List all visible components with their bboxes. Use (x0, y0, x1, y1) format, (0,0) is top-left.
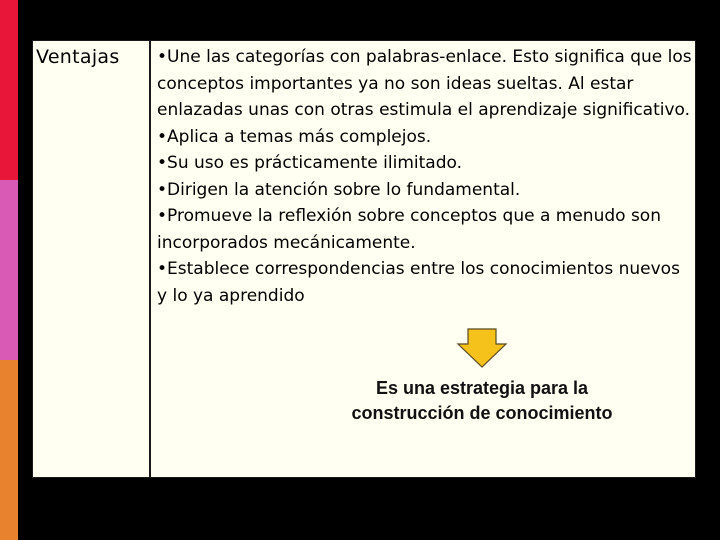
conclusion-line-1: Es una estrategia para la (375, 378, 589, 398)
down-arrow-icon (456, 328, 508, 368)
accent-bar-red (0, 0, 18, 180)
accent-bar-pink (0, 180, 18, 360)
conclusion-line-2: construcción de conocimiento (351, 403, 613, 423)
accent-bar-orange (0, 360, 18, 540)
column-divider (149, 40, 151, 478)
bullet-item: •Establece correspondencias entre los conocimientos nuevos y lo ya aprendido (157, 259, 680, 306)
ventajas-label: Ventajas (36, 46, 120, 68)
bullet-item: •Su uso es prácticamente ilimitado. (157, 153, 463, 173)
bullet-item: •Promueve la reflexión sobre conceptos que a menudo son incorporados mecánicamente. (157, 206, 661, 253)
bullet-item: •Dirigen la atención sobre lo fundamental. (157, 179, 521, 200)
bullet-list (157, 44, 692, 309)
conclusion-text (320, 376, 644, 426)
bullet-item: •Une las categorías con palabras-enlace. Esto significa que los conceptos importantes ya no son ideas sueltas. Al estar enlazadas unas con otras estimula el aprendizaje significativo. (157, 47, 692, 120)
bullet-item: •Aplica a temas más complejos. (157, 126, 432, 147)
